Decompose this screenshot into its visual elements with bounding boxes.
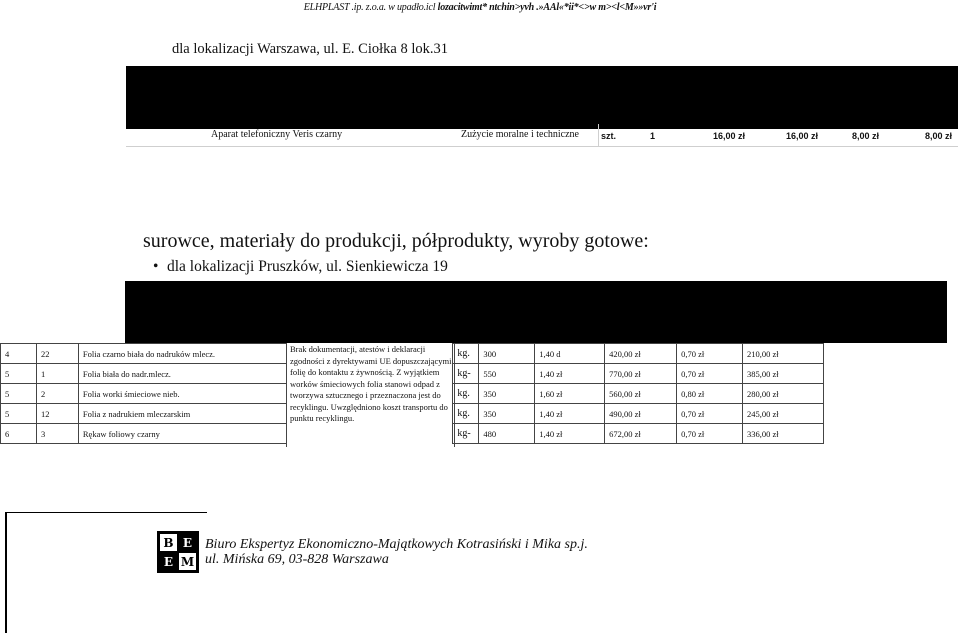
item-market-value: 245,00 zł bbox=[743, 404, 824, 424]
page-header bbox=[0, 2, 960, 13]
item-name: Folia biała do nadr.mlecz. bbox=[78, 364, 286, 384]
item-unit-price: 1,40 zł bbox=[535, 424, 605, 444]
header-garbled-text: lozacitwimt* ntchin>yvh .»AAl«*ii*<>w m><l<M»»vr'i bbox=[437, 2, 657, 13]
logo-letter: M bbox=[180, 554, 195, 569]
item-quantity: 1 bbox=[650, 131, 656, 141]
location-label: dla lokalizacji Pruszków, ul. Sienkiewicza 19 bbox=[167, 258, 448, 275]
item-unit: kg. bbox=[453, 344, 479, 364]
item-name: Folia worki śmieciowe nieb. bbox=[78, 384, 286, 404]
beem-logo bbox=[157, 531, 199, 573]
item-quantity: 300 bbox=[479, 344, 535, 364]
item-name: Folia czarno biała do nadruków mlecz. bbox=[78, 344, 286, 364]
item-market-unit-price: 0,70 zł bbox=[677, 364, 743, 384]
item-unit-price: 1,40 d bbox=[535, 344, 605, 364]
item-market-value: 385,00 zł bbox=[743, 364, 824, 384]
item-market-unit-price: 0,70 zł bbox=[677, 404, 743, 424]
item-market-unit-price: 0,70 zł bbox=[677, 424, 743, 444]
item-unit: szt. bbox=[601, 131, 617, 141]
item-value: 770,00 zł bbox=[605, 364, 677, 384]
row-number: 5 bbox=[1, 404, 37, 424]
item-unit-price: 1,60 zł bbox=[535, 384, 605, 404]
item-unit-price: 16,00 zł bbox=[713, 131, 746, 141]
item-quantity: 350 bbox=[479, 384, 535, 404]
item-quantity: 480 bbox=[479, 424, 535, 444]
item-unit: kg. bbox=[453, 404, 479, 424]
item-market-unit-price: 0,70 zł bbox=[677, 344, 743, 364]
table-row bbox=[126, 124, 958, 147]
redacted-table-header-2 bbox=[125, 281, 947, 343]
item-quantity: 350 bbox=[479, 404, 535, 424]
location-pruszkow bbox=[153, 258, 448, 276]
item-name: Aparat telefoniczny Veris czarny bbox=[211, 129, 343, 140]
firm-stamp-text bbox=[205, 537, 588, 567]
item-unit-price: 1,40 zł bbox=[535, 364, 605, 384]
row-number: 6 bbox=[1, 424, 37, 444]
table-note: Brak dokumentacji, atestów i deklaracji zgodności z dyrektywami UE dopuszczającymi folię do kontaktu z żywnością. Z wyjątkiem worków śmieciowych folia stanowi odpad z tworzywa sztucznego i przeznaczona jest do recyklingu. Uwzględniono koszt transportu do punktu recyklingu. bbox=[290, 344, 452, 423]
item-name: Rękaw foliowy czarny bbox=[78, 424, 286, 444]
item-quantity: 550 bbox=[479, 364, 535, 384]
table-divider bbox=[598, 124, 599, 146]
bullet-icon: • bbox=[153, 258, 159, 275]
section-title: surowce, materiały do produkcji, półprodukty, wyroby gotowe: bbox=[143, 230, 649, 252]
item-value: 16,00 zł bbox=[786, 131, 819, 141]
item-unit: kg- bbox=[453, 424, 479, 444]
item-code: 12 bbox=[36, 404, 78, 424]
item-code: 2 bbox=[36, 384, 78, 404]
item-market-unit-price: 8,00 zł bbox=[852, 131, 880, 141]
item-code: 3 bbox=[36, 424, 78, 444]
logo-letter: B bbox=[160, 534, 177, 551]
location-warszawa: dla lokalizacji Warszawa, ul. E. Ciołka 8 lok.31 bbox=[172, 41, 449, 57]
item-market-value: 336,00 zł bbox=[743, 424, 824, 444]
item-value: 490,00 zł bbox=[605, 404, 677, 424]
item-code: 1 bbox=[36, 364, 78, 384]
header-text: ELHPLAST .ip. z.o.a. w upadło.icl bbox=[303, 2, 436, 13]
item-market-value: 280,00 zł bbox=[743, 384, 824, 404]
row-number: 5 bbox=[1, 364, 37, 384]
item-value: 560,00 zł bbox=[605, 384, 677, 404]
logo-letter: E bbox=[160, 553, 177, 570]
item-code: 22 bbox=[36, 344, 78, 364]
logo-letter: E bbox=[179, 534, 196, 551]
item-reason: Zużycie moralne i techniczne bbox=[461, 129, 579, 140]
item-unit: kg. bbox=[453, 384, 479, 404]
item-market-value: 8,00 zł bbox=[925, 131, 953, 141]
item-value: 420,00 zł bbox=[605, 344, 677, 364]
item-name: Folia z nadrukiem mleczarskim bbox=[78, 404, 286, 424]
redacted-table-header-1 bbox=[126, 66, 958, 129]
item-market-value: 210,00 zł bbox=[743, 344, 824, 364]
item-market-unit-price: 0,80 zł bbox=[677, 384, 743, 404]
item-unit-price: 1,40 zł bbox=[535, 404, 605, 424]
item-value: 672,00 zł bbox=[605, 424, 677, 444]
row-number: 4 bbox=[1, 344, 37, 364]
firm-address: ul. Mińska 69, 03-828 Warszawa bbox=[205, 552, 389, 567]
item-unit: kg- bbox=[453, 364, 479, 384]
firm-name: Biuro Ekspertyz Ekonomiczno-Majątkowych Kotrasiński i Mika sp.j. bbox=[205, 537, 588, 552]
row-number: 5 bbox=[1, 384, 37, 404]
